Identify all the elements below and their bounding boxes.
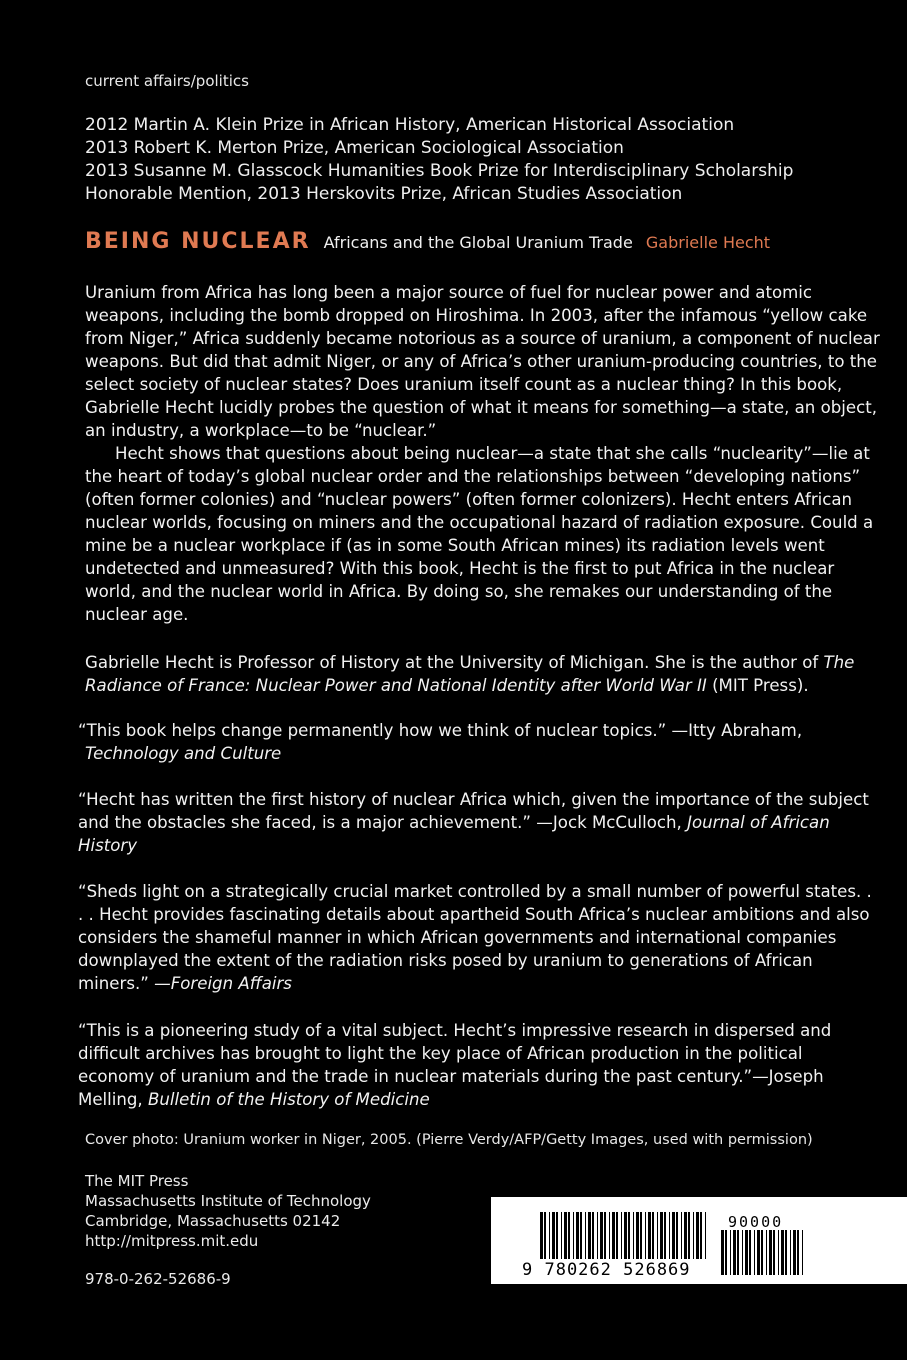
barcode-bar	[568, 1212, 570, 1259]
prize-item: 2012 Martin A. Klein Prize in African History, American Historical Association	[85, 115, 735, 135]
barcode-bar	[621, 1212, 622, 1259]
barcode-bar	[612, 1212, 615, 1259]
barcode-digits: 9 780262 526869	[522, 1260, 691, 1280]
description-paragraph: Uranium from Africa has long been a major source of fuel for nuclear power and atomic weapons, including the bomb dropped on Hiroshima. In 2003, after the infamous “yellow cake from Niger,” Africa suddenly became notorious as a source of uranium, a component of nuclear weapons. But did that admit Niger, or any of Africa’s other uranium-producing countries, to the select society of nuclear states? Does uranium itself count as a nuclear thing? In this book, Gabrielle Hecht lucidly probes the question of what it means for something—a state, an object, an industry, a workplace—to be “nuclear.”	[85, 283, 880, 440]
bio-book-title: The Radiance of France: Nuclear Power and National Identity after World War II	[85, 653, 855, 695]
barcode-bar	[597, 1212, 598, 1259]
barcode-bar	[781, 1230, 784, 1275]
barcode-bar	[609, 1212, 610, 1259]
review-quote	[78, 788, 878, 857]
barcode-bar	[600, 1212, 603, 1259]
barcode-bar	[552, 1212, 555, 1259]
barcode-bar	[797, 1230, 799, 1275]
publisher-line: Massachusetts Institute of Technology	[85, 1192, 371, 1210]
book-subtitle: Africans and the Global Uranium Trade	[323, 233, 633, 252]
barcode-bar	[585, 1212, 586, 1259]
barcode-bar	[681, 1212, 682, 1259]
barcode-bar	[624, 1212, 627, 1259]
barcode-bar	[705, 1212, 706, 1259]
barcode-bar	[573, 1212, 574, 1259]
quote-source: Technology and Culture	[85, 744, 282, 763]
barcode-bar	[778, 1230, 779, 1275]
barcode-bar	[645, 1212, 646, 1259]
barcode-bar	[672, 1212, 675, 1259]
barcode-bar	[721, 1230, 724, 1275]
barcode-bar	[730, 1230, 731, 1275]
quote-text: “This book helps change permanently how we think of nuclear topics.” —Itty Abraham,	[78, 721, 803, 740]
review-quote	[78, 880, 878, 995]
barcode-bar	[657, 1212, 658, 1259]
prize-item: 2013 Susanne M. Glasscock Humanities Book Prize for Interdisciplinary Scholarship	[85, 161, 794, 181]
barcode-bar	[664, 1212, 666, 1259]
quote-source: Journal of African History	[78, 813, 830, 855]
review-quote	[78, 1019, 878, 1111]
barcode-bar	[700, 1212, 702, 1259]
author-bio	[85, 651, 895, 697]
quote-text: “This is a pioneering study of a vital subject. Hecht’s impressive research in dispersed and difficult archives has brought to light the key place of African production in the political economy of uranium and the trade in nuclear materials during the past century.”—Joseph Melling,	[78, 1021, 832, 1109]
barcode-bar	[684, 1212, 687, 1259]
barcode-bar	[766, 1230, 767, 1275]
barcode-bar	[604, 1212, 606, 1259]
barcode-bar	[749, 1230, 751, 1275]
barcode-bar	[549, 1212, 550, 1259]
barcode-bar	[676, 1212, 678, 1259]
barcode-bar	[757, 1230, 760, 1275]
barcode-bar	[754, 1230, 755, 1275]
publisher-line: Cambridge, Massachusetts 02142	[85, 1212, 341, 1230]
barcode-bar	[742, 1230, 743, 1275]
cover-photo-credit: Cover photo: Uranium worker in Niger, 2005. (Pierre Verdy/AFP/Getty Images, used with permission)	[85, 1132, 813, 1148]
barcode-bar	[592, 1212, 594, 1259]
description-paragraph: Hecht shows that questions about being nuclear—a state that she calls “nuclearity”—lie at the heart of today’s global nuclear order and the relationships between “developing nations” (often former colonies) and “nuclear powers” (often former colonizers). Hecht enters African nuclear worlds, focusing on miners and the occupational hazard of radiation exposure. Could a mine be a nuclear workplace if (as in some South African mines) its radiation levels went undetected and unmeasured? With this book, Hecht is the first to put Africa in the nuclear world, and the nuclear world in Africa. By doing so, she remakes our understanding of the nuclear age.	[85, 444, 874, 624]
barcode-bar	[793, 1230, 796, 1275]
description	[85, 281, 885, 626]
barcode-bar	[802, 1230, 803, 1275]
barcode-bar	[636, 1212, 639, 1259]
barcode-bar	[556, 1212, 558, 1259]
barcode-bar	[733, 1230, 736, 1275]
isbn-number: 978-0-262-52686-9	[85, 1270, 231, 1288]
barcode-bar	[773, 1230, 775, 1275]
barcode-supplement: 90000	[728, 1213, 784, 1231]
prize-item: 2013 Robert K. Merton Prize, American Sociological Association	[85, 138, 624, 158]
quote-text: “Hecht has written the first history of nuclear Africa which, given the importance of the subject and the obstacles she faced, is a major achievement.” —Jock McCulloch,	[78, 790, 869, 832]
book-author: Gabrielle Hecht	[645, 233, 771, 252]
quote-source: —Foreign Affairs	[154, 974, 292, 993]
category-label: current affairs/politics	[85, 72, 249, 90]
barcode-bar	[616, 1212, 618, 1259]
book-title: BEING NUCLEAR	[85, 229, 311, 254]
barcode-bar	[588, 1212, 591, 1259]
barcode-bar	[640, 1212, 642, 1259]
publisher-line: The MIT Press	[85, 1172, 189, 1190]
barcode-bar	[648, 1212, 651, 1259]
publisher-info	[85, 1171, 371, 1251]
barcode-bar	[660, 1212, 663, 1259]
barcode-bar	[761, 1230, 763, 1275]
barcode-bar	[737, 1230, 739, 1275]
barcode-bar	[790, 1230, 791, 1275]
barcode-bar	[696, 1212, 699, 1259]
barcode-bar	[540, 1212, 543, 1259]
barcode-bar	[745, 1230, 748, 1275]
prize-list	[85, 114, 793, 206]
review-quote	[78, 719, 878, 765]
barcode-bar	[785, 1230, 787, 1275]
barcode-bar	[725, 1230, 727, 1275]
publisher-url: http://mitpress.mit.edu	[85, 1232, 259, 1250]
quote-text: “Sheds light on a strategically crucial market controlled by a small number of powerful states. . . . Hecht provides fascinating details about apartheid South Africa’s nuclear ambitions and also considers the shameful manner in which African governments and international companies downplayed the extent of the radiation risks posed by uranium to generations of African miners.”	[78, 882, 872, 993]
barcode-bar	[688, 1212, 690, 1259]
barcode-bar	[669, 1212, 670, 1259]
barcode-bar	[769, 1230, 772, 1275]
bio-publisher-note: (MIT Press).	[712, 676, 809, 695]
bio-text: Gabrielle Hecht is Professor of History at the University of Michigan. She is the author of	[85, 653, 819, 672]
barcode-bar	[633, 1212, 634, 1259]
barcode-bar	[628, 1212, 630, 1259]
title-line	[85, 229, 770, 254]
barcode-bar	[561, 1212, 562, 1259]
barcode-bar	[564, 1212, 567, 1259]
prize-item: Honorable Mention, 2013 Herskovits Prize, African Studies Association	[85, 184, 683, 204]
barcode-bar	[544, 1212, 546, 1259]
quote-source: Bulletin of the History of Medicine	[147, 1090, 430, 1109]
barcode-bar	[652, 1212, 654, 1259]
barcode-bar	[693, 1212, 694, 1259]
barcode-bar	[576, 1212, 579, 1259]
barcode-bar	[580, 1212, 582, 1259]
